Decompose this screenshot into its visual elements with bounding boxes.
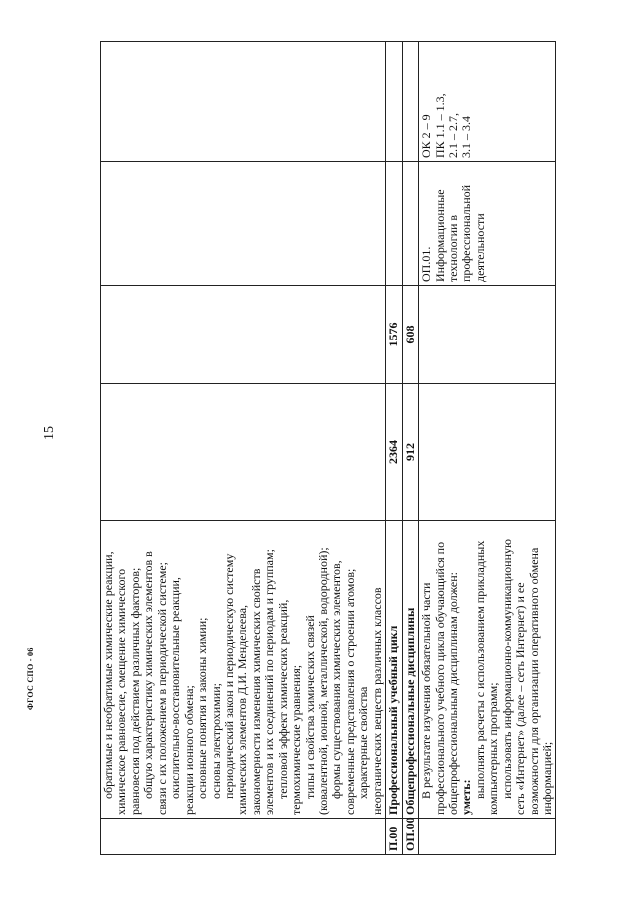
cell-max-load: 2364: [386, 384, 402, 521]
list-item: тепловой эффект химических реакций,: [275, 599, 290, 799]
list-item: равновесия под действием различных факторов;: [127, 567, 142, 815]
cell-max-load: [419, 384, 556, 521]
competency-line: 3.1 – 3.4: [459, 116, 474, 158]
cell-code: [419, 819, 556, 855]
list-item: элементов и их соединений по периодам и группам;: [262, 549, 277, 815]
list-item: основные понятия и законы химии;: [195, 617, 210, 799]
cell-discipline: ОП.01. Информационные технологии в профессиональной деятельности: [419, 162, 556, 286]
list-item: современные представления о строении атомов;: [342, 568, 357, 815]
cell-required: [419, 286, 556, 384]
list-item: химическое равновесие, смещение химического: [114, 568, 129, 815]
competency-line: ОК 2 – 9: [419, 114, 434, 158]
list-item: периодический закон и периодическую систему: [221, 553, 236, 799]
cell-discipline: [402, 162, 418, 286]
list-item: термохимические уравнения;: [289, 664, 304, 815]
list-item: окислительно-восстановительные реакции,: [168, 577, 183, 799]
list-item: обратимые и необратимые химические реакции,: [101, 551, 115, 799]
table-row-op01: [419, 42, 556, 855]
cell-required: 1576: [386, 286, 402, 384]
cell-code: ОП.00: [402, 819, 418, 855]
cell-required: 608: [402, 286, 418, 384]
cell-competencies: [101, 42, 386, 162]
cell-skills: [419, 521, 556, 819]
curriculum-table: [100, 41, 556, 855]
cell-code: П.00: [386, 819, 402, 855]
competency-line: 2.1 – 2.7,: [445, 113, 460, 158]
list-item: использовать информационно-коммуникационную сеть «Интернет» (далее – сеть Интернет) и ее возможности для организации оперативного обмена информацией;: [499, 539, 554, 815]
cell-code: [101, 819, 386, 855]
list-item: общую характеристику химических элементов в: [141, 551, 156, 799]
cell-knowledge-list: [101, 521, 386, 819]
page-number: 15: [42, 426, 57, 440]
list-item: связи с их положением в периодической системе;: [154, 562, 169, 815]
umet-label: уметь:: [459, 779, 474, 815]
list-item: формы существования химических элементов,: [329, 560, 344, 799]
cell-max-load: [101, 384, 386, 521]
list-item: закономерности изменения химических свойств: [248, 568, 263, 815]
cell-competencies: [402, 42, 418, 162]
cell-discipline: [101, 162, 386, 286]
list-item: (ковалентной, ионной, металлической, водородной);: [316, 547, 330, 815]
curriculum-table-wrapper: [100, 42, 554, 855]
list-item: химических элементов Д.И. Менделеева,: [235, 604, 250, 815]
list-item: характерные свойства: [356, 686, 371, 799]
table-row-general-professional: [402, 42, 418, 855]
table-row-chemistry-knowledge: [101, 42, 386, 855]
list-item: неорганических веществ различных классов: [369, 587, 384, 815]
list-item: выполнять расчеты с использованием прикладных компьютерных программ;: [472, 540, 501, 815]
table-row-professional-cycle: [386, 42, 402, 855]
cell-max-load: 912: [402, 384, 418, 521]
list-item: типы и свойства химических связей: [302, 615, 317, 799]
cell-discipline: [386, 162, 402, 286]
footer-label: ФГОС СПО - 06: [26, 647, 35, 710]
cell-title: Профессиональный учебный цикл: [386, 521, 402, 819]
list-item: основы электрохимии;: [208, 683, 223, 799]
cell-title: Общепрофессиональные дисциплины: [402, 521, 418, 819]
list-item: реакции ионного обмена;: [181, 685, 196, 815]
cell-competencies: [419, 42, 556, 162]
intro-text: В результате изучения обязательной части профессионального учебного цикла обучающийся по общепрофессиональным дисциплинам должен:: [419, 541, 460, 815]
cell-required: [101, 286, 386, 384]
cell-competencies: [386, 42, 402, 162]
competency-line: ПК 1.1 – 1.3,: [432, 93, 447, 158]
